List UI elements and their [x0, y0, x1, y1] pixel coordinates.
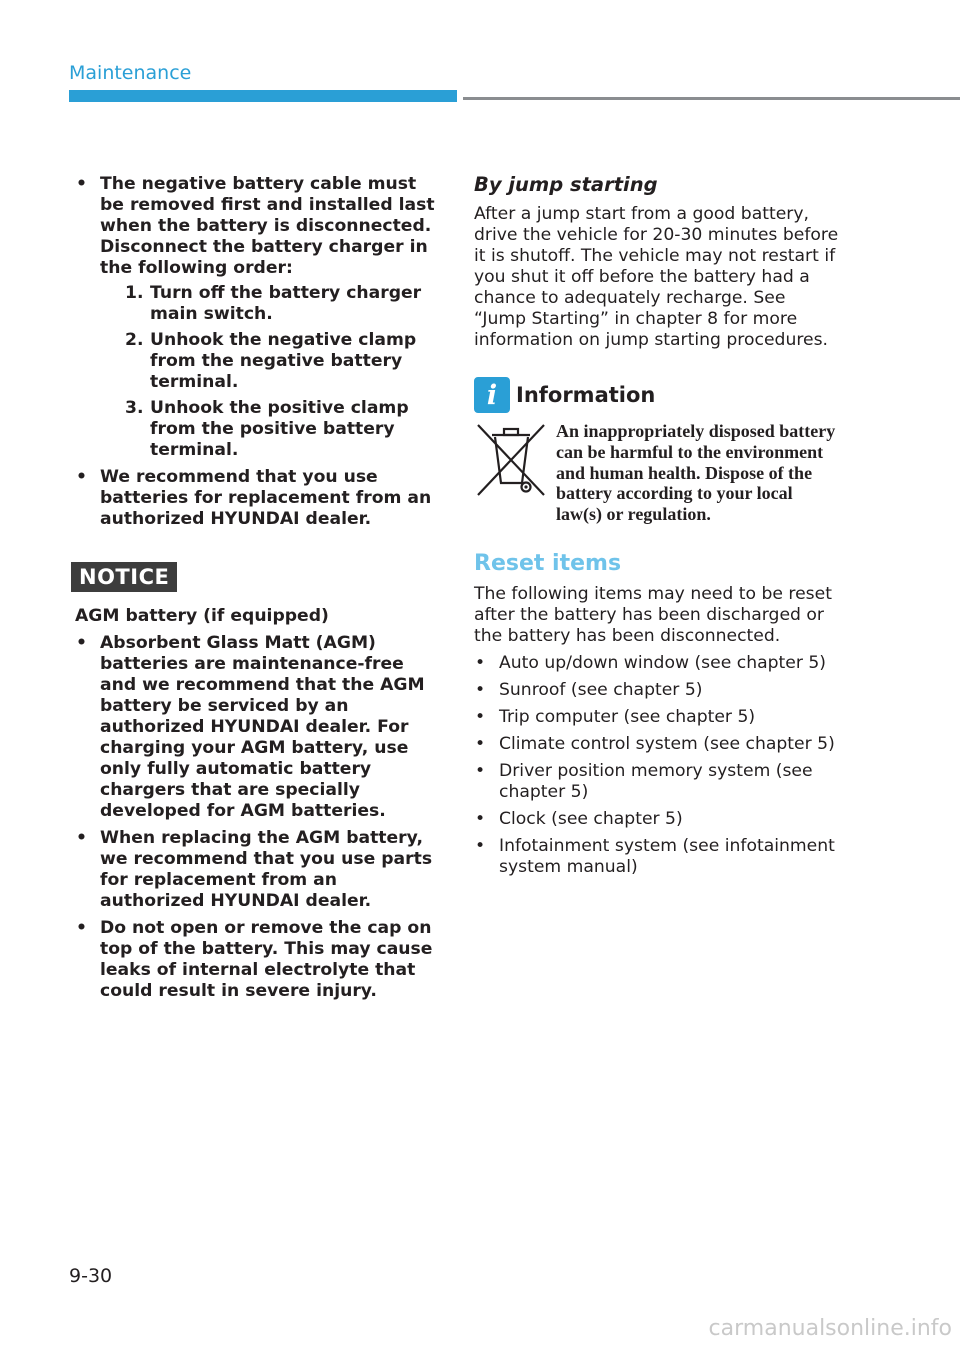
list-item-text: The negative battery cable must be removed first and installed last when the battery is disconnected. Disconnect the battery charger in the following order: [100, 174, 435, 278]
list-item [474, 761, 839, 803]
step-item [100, 398, 445, 461]
section-header: Maintenance [69, 62, 192, 84]
step-item [100, 283, 445, 325]
step-number: 3. [125, 398, 144, 418]
list-item [474, 734, 839, 755]
list-item [474, 809, 839, 830]
info-icon: i [474, 377, 510, 413]
information-header [474, 377, 839, 413]
jump-start-title: By jump starting [474, 173, 658, 196]
list-item-text: Climate control system (see chapter 5) [499, 733, 835, 754]
reset-items-title: Reset items [474, 550, 622, 576]
list-item [75, 828, 445, 912]
list-item-text: We recommend that you use batteries for replacement from an authorized HYUNDAI dealer. [100, 467, 432, 529]
crossed-out-bin-icon [474, 421, 550, 499]
header-rule-gray [463, 97, 960, 100]
list-item-text: Driver position memory system (see chapter 5) [499, 760, 813, 802]
list-item [75, 633, 445, 822]
information-title: Information [516, 383, 656, 407]
list-item-text: Sunroof (see chapter 5) [499, 679, 703, 700]
list-item [474, 707, 839, 728]
list-item-text: Absorbent Glass Matt (AGM) batteries are maintenance-free and we recommend that the AGM battery be serviced by an authorized HYUNDAI dealer. For charging your AGM battery, use only fully automatic battery chargers that are specially developed for AGM batteries. [100, 633, 425, 821]
page-number: 9-30 [69, 1265, 113, 1287]
list-item-text: Do not open or remove the cap on top of the battery. This may cause leaks of internal electrolyte that could result in severe injury. [100, 918, 433, 1001]
step-text: Turn off the battery charger main switch. [150, 283, 422, 324]
list-item-text: When replacing the AGM battery, we recommend that you use parts for replacement from an authorized HYUNDAI dealer. [100, 828, 433, 911]
step-number: 2. [125, 330, 144, 350]
left-column [75, 174, 445, 1008]
battery-cable-list [75, 174, 445, 530]
step-item [100, 330, 445, 393]
header-rule-accent [69, 90, 457, 102]
information-body [474, 421, 839, 525]
list-item [474, 836, 839, 878]
list-item-text: Auto up/down window (see chapter 5) [499, 652, 827, 673]
list-item [75, 467, 445, 530]
list-item-text: Clock (see chapter 5) [499, 808, 683, 829]
list-item [474, 653, 839, 674]
jump-start-text: After a jump start from a good battery, drive the vehicle for 20-30 minutes before it is shutoff. The vehicle may not restart if you shut it off before the battery had a chance to adequately recharge. See “Jump Starting” in chapter 8 for more information on jump starting procedures. [474, 204, 839, 350]
right-column [474, 174, 839, 884]
agm-notice-list [75, 633, 445, 1002]
list-item [474, 680, 839, 701]
information-text: An inappropriately disposed battery can be harmful to the environment and human health. Dispose of the battery according to your local law(s) or regulation. [556, 421, 836, 525]
reset-intro: The following items may need to be reset after the battery has been discharged or the battery has been disconnected. [474, 583, 832, 646]
list-item-text: Infotainment system (see infotainment system manual) [499, 835, 835, 877]
list-item-text: Trip computer (see chapter 5) [499, 706, 756, 727]
step-text: Unhook the positive clamp from the positive battery terminal. [150, 398, 409, 460]
step-number: 1. [125, 283, 144, 303]
notice-subtitle: AGM battery (if equipped) [75, 606, 329, 626]
charger-steps [100, 283, 445, 461]
list-item [75, 918, 445, 1002]
watermark: carmanualsonline.info [708, 1316, 952, 1341]
reset-items-list [474, 653, 839, 878]
list-item [75, 174, 445, 461]
step-text: Unhook the negative clamp from the negative battery terminal. [150, 330, 417, 392]
notice-label: NOTICE [71, 562, 177, 592]
